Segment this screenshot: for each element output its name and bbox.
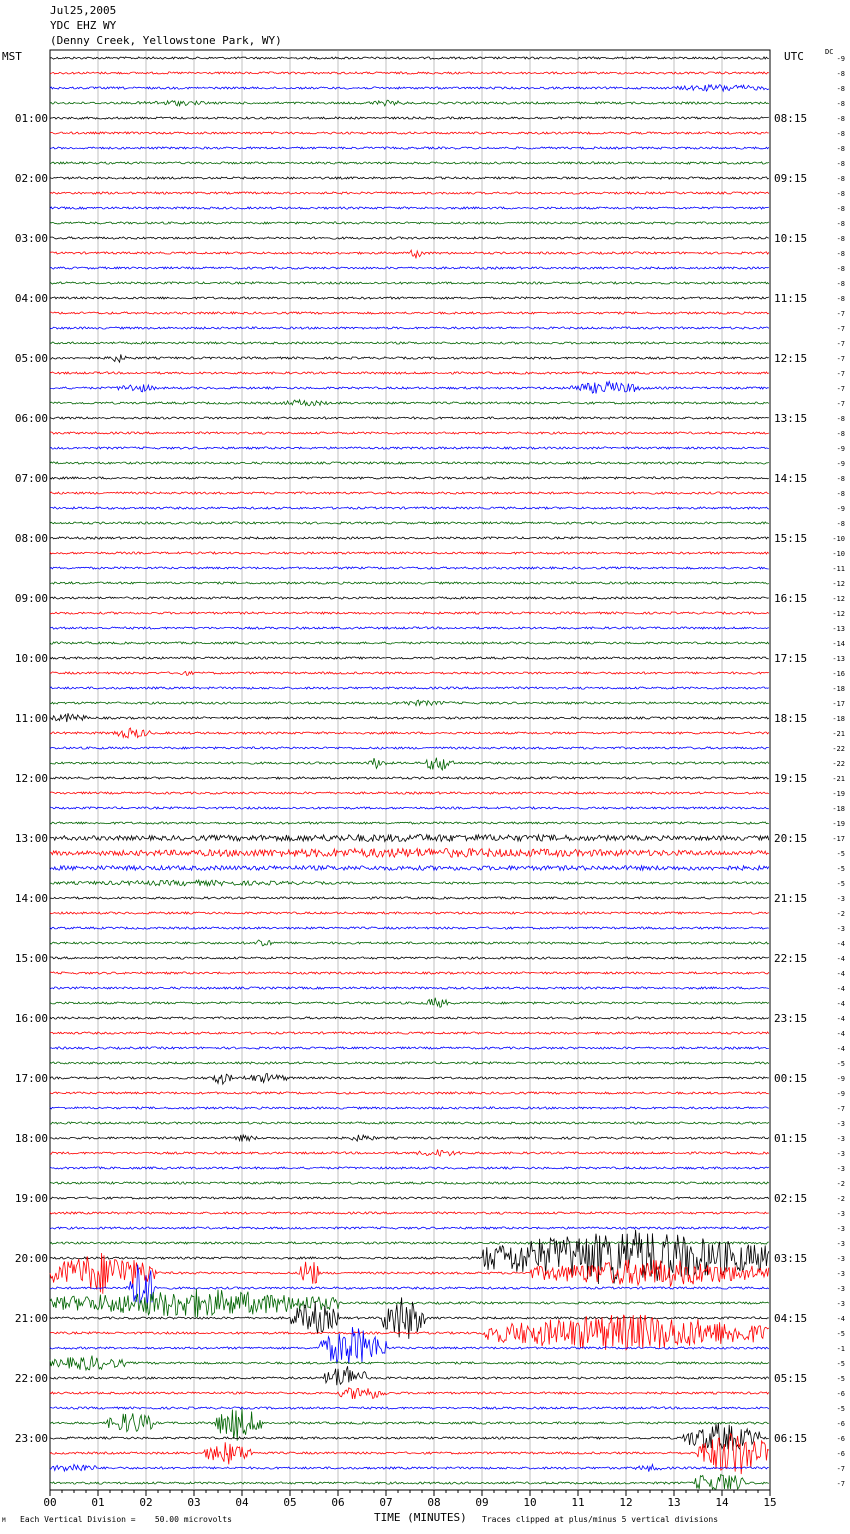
dc-offset-label: -8 bbox=[836, 295, 845, 303]
seismic-trace bbox=[50, 1227, 769, 1229]
dc-offset-label: -8 bbox=[836, 160, 845, 168]
corner-mark: M bbox=[2, 1517, 6, 1524]
utc-hour-label: 11:15 bbox=[774, 292, 808, 305]
utc-hour-label: 06:15 bbox=[774, 1432, 808, 1445]
dc-offset-label: -8 bbox=[836, 70, 845, 78]
mst-hour-label: 13:00 bbox=[14, 832, 48, 845]
seismic-trace bbox=[50, 237, 769, 239]
mst-hour-label: 03:00 bbox=[14, 232, 48, 245]
seismic-trace bbox=[50, 1289, 769, 1318]
dc-offset-label: -9 bbox=[836, 505, 845, 513]
dc-offset-label: -17 bbox=[832, 700, 845, 708]
dc-offset-label: -14 bbox=[832, 640, 845, 648]
dc-offset-label: -8 bbox=[836, 190, 845, 198]
dc-offset-label: -2 bbox=[836, 1180, 845, 1188]
dc-offset-label: -4 bbox=[836, 1030, 845, 1038]
utc-hour-label: 08:15 bbox=[774, 112, 808, 125]
mst-hour-label: 02:00 bbox=[14, 172, 48, 185]
seismic-trace bbox=[50, 612, 769, 614]
x-tick-label: 01 bbox=[91, 1496, 105, 1509]
mst-hour-label: 16:00 bbox=[14, 1012, 48, 1025]
chart-date: Jul25,2005 bbox=[50, 4, 117, 17]
seismic-trace bbox=[50, 147, 769, 149]
dc-offset-label: -19 bbox=[832, 790, 845, 798]
seismic-trace bbox=[50, 1475, 769, 1490]
dc-offset-label: -22 bbox=[832, 760, 845, 768]
dc-offset-label: -5 bbox=[836, 850, 845, 858]
dc-offset-label: -8 bbox=[836, 100, 845, 108]
seismic-trace bbox=[50, 1092, 769, 1094]
dc-offset-label: -8 bbox=[836, 430, 845, 438]
dc-offset-label: -9 bbox=[836, 1075, 845, 1083]
seismic-trace bbox=[50, 687, 769, 689]
mst-hour-label: 15:00 bbox=[14, 952, 48, 965]
dc-offset-label: -5 bbox=[836, 1405, 845, 1413]
mst-hour-label: 05:00 bbox=[14, 352, 48, 365]
dc-offset-label: -16 bbox=[832, 670, 845, 678]
seismic-trace bbox=[50, 312, 769, 314]
x-tick-label: 06 bbox=[331, 1496, 345, 1509]
dc-offset-label: -8 bbox=[836, 175, 845, 183]
dc-offset-header: DC bbox=[825, 48, 834, 56]
station-location: (Denny Creek, Yellowstone Park, WY) bbox=[50, 34, 282, 47]
dc-offset-label: -9 bbox=[836, 55, 845, 63]
dc-offset-label: -3 bbox=[836, 1210, 845, 1218]
dc-offset-label: -4 bbox=[836, 1315, 845, 1323]
dc-offset-label: -8 bbox=[836, 250, 845, 258]
dc-offset-label: -5 bbox=[836, 865, 845, 873]
utc-hour-label: 16:15 bbox=[774, 592, 808, 605]
seismic-trace bbox=[50, 1197, 769, 1199]
utc-hour-label: 09:15 bbox=[774, 172, 808, 185]
seismic-trace bbox=[50, 57, 769, 59]
mst-hour-label: 09:00 bbox=[14, 592, 48, 605]
seismic-trace bbox=[50, 713, 769, 722]
dc-offset-label: -8 bbox=[836, 280, 845, 288]
dc-offset-label: -13 bbox=[832, 655, 845, 663]
dc-offset-label: -4 bbox=[836, 970, 845, 978]
seismic-trace bbox=[50, 567, 769, 569]
seismic-trace bbox=[50, 957, 769, 959]
utc-hour-label: 10:15 bbox=[774, 232, 808, 245]
dc-offset-label: -7 bbox=[836, 400, 845, 408]
mst-hour-label: 10:00 bbox=[14, 652, 48, 665]
dc-offset-label: -3 bbox=[836, 1255, 845, 1263]
mst-hour-label: 19:00 bbox=[14, 1192, 48, 1205]
seismic-trace bbox=[50, 987, 769, 989]
seismic-trace bbox=[50, 1212, 769, 1214]
seismic-trace bbox=[50, 1265, 769, 1309]
seismic-trace bbox=[50, 432, 769, 434]
dc-offset-label: -3 bbox=[836, 1270, 845, 1278]
dc-offset-label: -7 bbox=[836, 1465, 845, 1473]
utc-hour-label: 02:15 bbox=[774, 1192, 808, 1205]
x-tick-label: 14 bbox=[715, 1496, 729, 1509]
seismic-trace bbox=[50, 1167, 769, 1169]
x-tick-label: 04 bbox=[235, 1496, 249, 1509]
dc-offset-label: -4 bbox=[836, 985, 845, 993]
seismic-trace bbox=[50, 848, 769, 857]
seismic-trace bbox=[50, 507, 769, 509]
seismic-trace bbox=[50, 447, 769, 449]
dc-offset-label: -19 bbox=[832, 820, 845, 828]
dc-offset-label: -7 bbox=[836, 1105, 845, 1113]
dc-offset-label: -22 bbox=[832, 745, 845, 753]
seismic-trace bbox=[50, 1182, 769, 1184]
seismic-trace bbox=[50, 700, 769, 706]
dc-offset-label: -2 bbox=[836, 910, 845, 918]
x-tick-label: 03 bbox=[187, 1496, 201, 1509]
mst-hour-label: 01:00 bbox=[14, 112, 48, 125]
seismic-trace bbox=[50, 672, 769, 676]
left-timezone-label: MST bbox=[2, 50, 22, 63]
dc-offset-label: -8 bbox=[836, 475, 845, 483]
seismic-trace bbox=[50, 777, 769, 779]
seismic-trace bbox=[50, 792, 769, 794]
utc-hour-label: 05:15 bbox=[774, 1372, 808, 1385]
seismic-trace bbox=[50, 1407, 769, 1409]
seismic-trace bbox=[50, 998, 769, 1008]
seismic-trace bbox=[50, 1107, 769, 1109]
mst-hour-label: 12:00 bbox=[14, 772, 48, 785]
seismic-trace bbox=[50, 1032, 769, 1034]
mst-hour-label: 08:00 bbox=[14, 532, 48, 545]
dc-offset-label: -10 bbox=[832, 535, 845, 543]
seismic-trace bbox=[50, 927, 769, 929]
seismic-trace bbox=[50, 728, 769, 738]
dc-offset-label: -3 bbox=[836, 1120, 845, 1128]
seismic-trace bbox=[50, 297, 769, 299]
seismic-trace bbox=[50, 642, 769, 644]
x-tick-label: 05 bbox=[283, 1496, 297, 1509]
seismic-trace bbox=[50, 117, 769, 119]
seismic-trace bbox=[50, 1150, 769, 1157]
dc-offset-label: -8 bbox=[836, 235, 845, 243]
x-tick-label: 02 bbox=[139, 1496, 153, 1509]
station-code: YDC EHZ WY bbox=[50, 19, 117, 32]
dc-offset-label: -5 bbox=[836, 880, 845, 888]
x-tick-label: 10 bbox=[523, 1496, 537, 1509]
mst-hour-label: 20:00 bbox=[14, 1252, 48, 1265]
dc-offset-label: -3 bbox=[836, 895, 845, 903]
seismic-trace bbox=[50, 940, 769, 946]
x-tick-label: 15 bbox=[763, 1496, 777, 1509]
mst-hour-label: 17:00 bbox=[14, 1072, 48, 1085]
seismic-trace bbox=[50, 417, 769, 419]
mst-hour-label: 14:00 bbox=[14, 892, 48, 905]
dc-offset-label: -3 bbox=[836, 1135, 845, 1143]
dc-offset-label: -7 bbox=[836, 1480, 845, 1488]
dc-offset-label: -6 bbox=[836, 1420, 845, 1428]
seismic-trace bbox=[50, 162, 769, 164]
dc-offset-label: -8 bbox=[836, 415, 845, 423]
x-tick-label: 13 bbox=[667, 1496, 681, 1509]
seismic-trace bbox=[50, 747, 769, 749]
seismic-trace bbox=[50, 657, 769, 659]
dc-offset-label: -7 bbox=[836, 325, 845, 333]
dc-offset-label: -4 bbox=[836, 1015, 845, 1023]
dc-offset-label: -6 bbox=[836, 1435, 845, 1443]
x-tick-label: 07 bbox=[379, 1496, 393, 1509]
dc-offset-label: -8 bbox=[836, 130, 845, 138]
dc-offset-label: -9 bbox=[836, 460, 845, 468]
utc-hour-label: 19:15 bbox=[774, 772, 808, 785]
seismic-trace bbox=[50, 462, 769, 464]
seismic-trace bbox=[50, 132, 769, 134]
x-axis-title: TIME (MINUTES) bbox=[374, 1511, 467, 1524]
dc-offset-label: -6 bbox=[836, 1390, 845, 1398]
dc-offset-label: -7 bbox=[836, 370, 845, 378]
mst-hour-label: 07:00 bbox=[14, 472, 48, 485]
utc-hour-label: 22:15 bbox=[774, 952, 808, 965]
seismic-trace bbox=[50, 100, 769, 106]
dc-offset-label: -18 bbox=[832, 715, 845, 723]
dc-offset-label: -8 bbox=[836, 115, 845, 123]
utc-hour-label: 18:15 bbox=[774, 712, 808, 725]
utc-hour-label: 01:15 bbox=[774, 1132, 808, 1145]
dc-offset-label: -10 bbox=[832, 550, 845, 558]
seismic-trace bbox=[50, 207, 769, 209]
dc-offset-label: -3 bbox=[836, 925, 845, 933]
dc-offset-label: -9 bbox=[836, 445, 845, 453]
utc-hour-label: 04:15 bbox=[774, 1312, 808, 1325]
seismic-trace bbox=[50, 85, 769, 91]
dc-offset-label: -1 bbox=[836, 1345, 845, 1353]
plot-frame bbox=[50, 50, 770, 1490]
seismic-trace bbox=[50, 1135, 769, 1142]
dc-offset-label: -8 bbox=[836, 85, 845, 93]
seismic-trace bbox=[50, 897, 769, 899]
dc-offset-label: -12 bbox=[832, 595, 845, 603]
dc-offset-label: -5 bbox=[836, 1060, 845, 1068]
dc-offset-label: -11 bbox=[832, 565, 845, 573]
x-tick-label: 08 bbox=[427, 1496, 441, 1509]
seismic-trace bbox=[50, 72, 769, 74]
seismic-trace bbox=[50, 177, 769, 179]
dc-offset-label: -4 bbox=[836, 1000, 845, 1008]
mst-hour-label: 23:00 bbox=[14, 1432, 48, 1445]
seismic-trace bbox=[50, 582, 769, 584]
dc-offset-label: -6 bbox=[836, 1450, 845, 1458]
dc-offset-label: -8 bbox=[836, 220, 845, 228]
dc-offset-label: -17 bbox=[832, 835, 845, 843]
dc-offset-label: -5 bbox=[836, 1330, 845, 1338]
seismic-trace bbox=[50, 400, 769, 406]
seismic-trace bbox=[50, 912, 769, 914]
seismic-trace bbox=[50, 1122, 769, 1124]
seismic-trace bbox=[50, 1062, 769, 1064]
seismic-trace bbox=[50, 1356, 769, 1371]
seismic-trace bbox=[50, 866, 769, 871]
utc-hour-label: 21:15 bbox=[774, 892, 808, 905]
dc-offset-label: -18 bbox=[832, 805, 845, 813]
dc-offset-label: -3 bbox=[836, 1150, 845, 1158]
dc-offset-label: -3 bbox=[836, 1225, 845, 1233]
utc-hour-label: 12:15 bbox=[774, 352, 808, 365]
mst-hour-label: 06:00 bbox=[14, 412, 48, 425]
dc-offset-label: -5 bbox=[836, 1360, 845, 1368]
dc-offset-label: -8 bbox=[836, 490, 845, 498]
dc-offset-label: -7 bbox=[836, 385, 845, 393]
seismic-trace bbox=[50, 552, 769, 554]
mst-hour-label: 11:00 bbox=[14, 712, 48, 725]
dc-offset-label: -8 bbox=[836, 520, 845, 528]
utc-hour-label: 15:15 bbox=[774, 532, 808, 545]
x-tick-label: 12 bbox=[619, 1496, 633, 1509]
seismic-trace bbox=[50, 327, 769, 329]
dc-offset-label: -7 bbox=[836, 340, 845, 348]
seismic-trace bbox=[50, 250, 769, 258]
dc-offset-label: -7 bbox=[836, 310, 845, 318]
seismic-trace bbox=[50, 1464, 769, 1471]
dc-offset-label: -8 bbox=[836, 205, 845, 213]
right-timezone-label: UTC bbox=[784, 50, 804, 63]
seismic-trace bbox=[50, 1242, 769, 1244]
dc-offset-label: -2 bbox=[836, 1195, 845, 1203]
seismic-trace bbox=[50, 834, 769, 841]
seismic-trace bbox=[50, 1408, 769, 1440]
seismic-trace bbox=[50, 880, 769, 886]
scale-note: Each Vertical Division = 50.00 microvolts bbox=[20, 1515, 232, 1524]
dc-offset-label: -4 bbox=[836, 1045, 845, 1053]
seismic-trace bbox=[50, 822, 769, 824]
mst-hour-label: 18:00 bbox=[14, 1132, 48, 1145]
mst-hour-label: 04:00 bbox=[14, 292, 48, 305]
dc-offset-label: -4 bbox=[836, 955, 845, 963]
dc-offset-label: -3 bbox=[836, 1240, 845, 1248]
dc-offset-label: -8 bbox=[836, 265, 845, 273]
seismic-trace bbox=[50, 492, 769, 494]
seismic-trace bbox=[50, 758, 769, 770]
dc-offset-label: -12 bbox=[832, 610, 845, 618]
seismic-trace bbox=[50, 282, 769, 284]
seismic-trace bbox=[50, 972, 769, 974]
seismic-trace bbox=[50, 267, 769, 269]
clip-note: Traces clipped at plus/minus 5 vertical divisions bbox=[482, 1515, 719, 1524]
dc-offset-label: -21 bbox=[832, 730, 845, 738]
x-tick-label: 00 bbox=[43, 1496, 57, 1509]
utc-hour-label: 17:15 bbox=[774, 652, 808, 665]
utc-hour-label: 23:15 bbox=[774, 1012, 808, 1025]
dc-offset-label: -18 bbox=[832, 685, 845, 693]
seismic-trace bbox=[50, 1388, 769, 1399]
utc-hour-label: 03:15 bbox=[774, 1252, 808, 1265]
dc-offset-label: -3 bbox=[836, 1300, 845, 1308]
dc-offset-label: -5 bbox=[836, 1375, 845, 1383]
seismic-trace bbox=[50, 807, 769, 809]
seismic-trace bbox=[50, 537, 769, 539]
seismic-trace bbox=[50, 477, 769, 479]
mst-hour-label: 22:00 bbox=[14, 1372, 48, 1385]
seismic-trace bbox=[50, 381, 769, 393]
utc-hour-label: 00:15 bbox=[774, 1072, 808, 1085]
utc-hour-label: 13:15 bbox=[774, 412, 808, 425]
seismic-trace bbox=[50, 192, 769, 194]
dc-offset-label: -3 bbox=[836, 1165, 845, 1173]
dc-offset-label: -3 bbox=[836, 1285, 845, 1293]
seismic-trace bbox=[50, 1366, 769, 1385]
utc-hour-label: 20:15 bbox=[774, 832, 808, 845]
seismic-trace bbox=[50, 1423, 769, 1451]
seismic-trace bbox=[50, 372, 769, 374]
seismic-trace bbox=[50, 1073, 769, 1084]
seismic-trace bbox=[50, 342, 769, 344]
dc-offset-label: -9 bbox=[836, 1090, 845, 1098]
seismic-trace bbox=[50, 1230, 769, 1284]
dc-offset-label: -8 bbox=[836, 145, 845, 153]
dc-offset-label: -12 bbox=[832, 580, 845, 588]
seismic-trace bbox=[50, 1047, 769, 1049]
x-tick-label: 09 bbox=[475, 1496, 489, 1509]
dc-offset-label: -13 bbox=[832, 625, 845, 633]
utc-hour-label: 14:15 bbox=[774, 472, 808, 485]
x-tick-label: 11 bbox=[571, 1496, 585, 1509]
dc-offset-label: -4 bbox=[836, 940, 845, 948]
seismic-trace bbox=[50, 354, 769, 362]
seismic-trace bbox=[50, 597, 769, 599]
mst-hour-label: 21:00 bbox=[14, 1312, 48, 1325]
dc-offset-label: -21 bbox=[832, 775, 845, 783]
seismic-trace bbox=[50, 222, 769, 224]
seismic-trace bbox=[50, 1017, 769, 1019]
seismic-trace bbox=[50, 522, 769, 524]
seismic-trace bbox=[50, 627, 769, 629]
dc-offset-label: -7 bbox=[836, 355, 845, 363]
